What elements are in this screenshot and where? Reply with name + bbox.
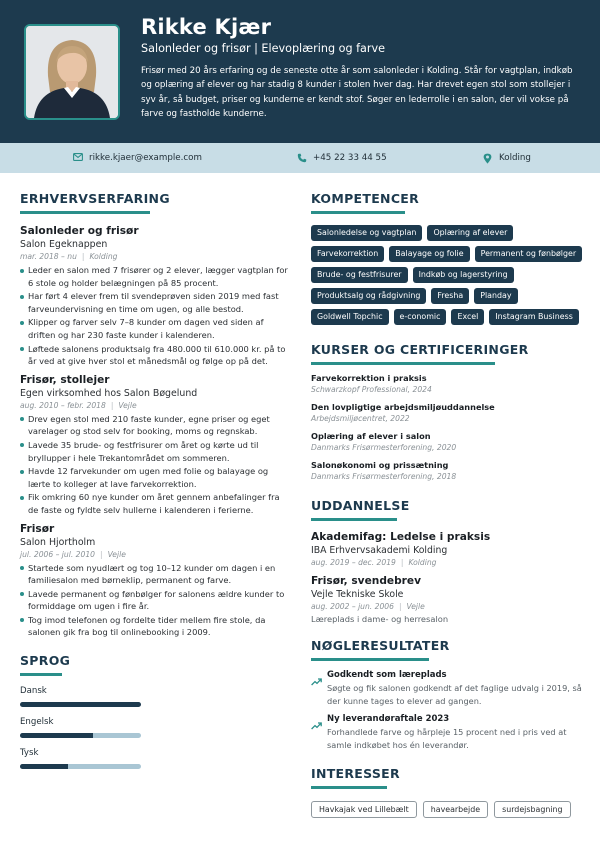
section-underline [311,211,405,214]
section-underline [311,362,495,365]
job-location: Kolding [89,252,118,261]
section-underline [311,658,429,661]
interest-tag: Havkajak ved Lillebælt [311,801,417,818]
contact-bar [0,143,600,173]
job-title: Frisør, stollejer [20,373,110,386]
job-location: Vejle [118,400,137,410]
skill-chip: Permanent og fønbølger [475,246,583,262]
course-entry [311,373,583,394]
courses-section [311,342,583,481]
trend-up-icon [311,715,322,723]
meta-separator: | [81,252,85,261]
interest-tag: surdejsbagning [494,801,570,818]
trend-up-icon [311,671,322,679]
job-bullet: Drev egen stol med 210 faste kunder, egne priser og eget varelager og stod selv for booking, moms og regnskab. [20,413,292,438]
course-entry [311,460,583,481]
education-entry [311,575,583,624]
language-name: Dansk [20,686,47,697]
result-description: Søgte og fik salonen godkendt af det faglige udvalg i 2019, så der kunne tages to elever ad gangen. [327,683,582,706]
job-location: Vejle [107,549,126,559]
skill-chip: Indkøb og lagerstyring [413,267,514,283]
education-school: IBA Erhvervsakademi Kolding [311,545,448,556]
course-entry [311,431,583,452]
contact-location [483,143,531,173]
job-bullet: Lavede 35 brude- og festfrisurer om året og kørte ud til bryllupper i hele Trekantområdet om sommeren. [20,439,292,464]
job-entry [20,225,292,368]
job-entry [20,374,292,517]
left-column [20,191,292,769]
course-meta: Danmarks Frisørmesterforening, 2020 [311,443,457,452]
course-meta: Arbejdsmiljøcentret, 2022 [311,414,410,423]
skill-chip: Excel [451,309,484,325]
skill-chip: Farvekorrektion [311,246,384,262]
job-bullet: Løftede salonens produktsalg fra 480.000 til 610.000 kr. på to år ved at give hver stol et månedsmål og følge op på det. [20,343,292,368]
course-list [311,373,583,481]
job-meta [20,401,292,410]
mail-icon [73,153,83,163]
profile-summary: Frisør med 20 års erfaring og de seneste otte år som salonleder i Kolding. Står for vagtplan, indkøb og oplæring af elever og har stadig 8 kunder i stolen hver dag. Har drevet egen stol som stollejer i syv år, så budget, priser og kunderne er kendt stof. Søger en lederrolle i en salon, der vil vokse på farve og fastholde kunderne. [141,66,573,119]
education-meta [311,602,583,611]
education-title: Akademifag: Ledelse i praksis [311,531,491,543]
section-underline [20,673,62,676]
language-level-track [20,733,141,738]
education-location: Kolding [408,558,437,567]
skill-chip: Brude- og festfrisurer [311,267,408,283]
job-bullet: Leder en salon med 7 frisører og 2 elever, lægger vagtplan for 6 stole og holder belægningen på 85 procent. [20,264,292,289]
education-dates: aug. 2019 – dec. 2019 [311,558,396,567]
job-company: Salon Egeknappen [20,239,108,250]
meta-separator: | [100,549,103,559]
course-title: Farvekorrektion i praksis [311,373,427,383]
education-section [311,498,583,624]
language-name: Tysk [20,748,39,759]
phone-text: +45 22 33 44 55 [313,153,387,163]
languages-section [20,653,292,769]
job-bullets [20,264,292,368]
education-title: Frisør, svendebrev [311,575,421,587]
language-name: Engelsk [20,717,54,728]
experience-heading: ERHVERVSERFARING [20,191,170,206]
phone-icon [297,153,307,163]
education-meta [311,558,583,567]
course-entry [311,402,583,423]
result-title: Ny leverandøraftale 2023 [327,714,450,725]
job-dates: mar. 2018 – nu [20,252,77,261]
education-dates: aug. 2002 – jun. 2006 [311,602,394,611]
job-bullets [20,562,292,640]
email-text: rikke.kjaer@example.com [89,153,202,163]
profile-photo [24,24,120,120]
result-description: Forhandlede farve og hårpleje 15 procent ned i pris ved at samle indkøbet hos én leverandør. [327,727,567,750]
skill-chip: Fresha [431,288,469,304]
language-level-fill [20,702,141,707]
education-location: Vejle [406,602,425,611]
languages-heading: SPROG [20,653,71,669]
job-bullet: Klipper og farver selv 7–8 kunder om dagen ved siden af driften og har 230 faste kunder i kalenderen. [20,316,292,341]
skills-heading: KOMPETENCER [311,191,420,206]
education-entry [311,531,583,567]
skill-chip: Produktsalg og rådgivning [311,288,426,304]
job-bullets [20,413,292,517]
result-title: Godkendt som læreplads [327,670,447,680]
job-bullet: Tog imod telefonen og fordelte tider mellem fire stole, da salonen gik fra bog til onlinebooking i 2009. [20,614,292,639]
job-title: Salonleder og frisør [20,225,139,237]
job-title: Frisør [20,522,55,535]
course-title: Den lovpligtige arbejdsmiljøuddannelse [311,402,495,412]
education-description: Læreplads i dame- og herresalon [311,614,449,624]
skill-chip: Oplæring af elever [427,225,513,241]
job-company: Egen virksomhed hos Salon Bøgelund [20,387,198,399]
course-meta: Schwarzkopf Professional, 2024 [311,385,432,394]
job-dates: aug. 2010 – febr. 2018 [20,400,106,410]
section-underline [311,786,387,789]
results-heading: NØGLERESULTATER [311,638,450,653]
language-entry [20,686,292,707]
education-school: Vejle Tekniske Skole [311,589,404,600]
meta-separator: | [398,602,402,611]
candidate-name: Rikke Kjær [141,15,272,39]
education-heading: UDDANNELSE [311,498,410,513]
location-text: Kolding [499,153,531,163]
skill-chip: Salonledelse og vagtplan [311,225,422,241]
candidate-role: Salonleder og frisør | Elevoplæring og farve [141,42,386,55]
experience-section [20,191,292,639]
right-column [311,191,583,818]
skill-chip: e-conomic [394,309,447,325]
skill-chip: Goldwell Topchic [311,309,389,325]
language-level-track [20,702,141,707]
section-underline [20,211,150,214]
language-level-fill [20,733,93,738]
courses-heading: KURSER OG CERTIFICERINGER [311,342,529,357]
course-title: Oplæring af elever i salon [311,431,431,441]
skill-chip: Planday [474,288,517,304]
job-meta [20,252,292,261]
result-entry [311,714,583,751]
language-entry [20,717,292,738]
job-bullet: Havde 12 farvekunder om ugen med folie og balayage og lærte to kolleger at lave farvekorrektion. [20,465,292,490]
job-bullet: Lavede permanent og fønbølger for salonens ældre kunder to formiddage om ugen i fire år. [20,588,292,613]
job-bullet: Fik omkring 60 nye kunder om året gennem anbefalinger fra de faste og fyldte selv hullerne i kalenderen i ferierne. [20,491,292,516]
interests-section [311,766,583,818]
interest-tag: havearbejde [423,801,488,818]
skill-chip: Balayage og folie [389,246,469,262]
skill-chip: Instagram Business [489,309,578,325]
language-list [20,686,292,769]
job-bullet: Har ført 4 elever frem til svendeprøven siden 2019 med fast farveundervisning en time om ugen, og alle bestod. [20,290,292,315]
language-entry [20,748,292,769]
language-level-fill [20,764,68,769]
contact-phone[interactable] [297,143,387,173]
interests-heading: INTERESSER [311,766,400,782]
skill-chips [311,225,583,325]
job-company: Salon Hjortholm [20,536,96,548]
job-meta [20,550,292,559]
course-meta: Danmarks Frisørmesterforening, 2018 [311,472,457,481]
course-title: Salonøkonomi og prissætning [311,460,449,470]
contact-email[interactable] [73,143,202,173]
language-level-track [20,764,141,769]
job-dates: jul. 2006 – jul. 2010 [20,549,95,559]
resume-header [0,0,600,143]
location-pin-icon [483,153,493,163]
result-entry [311,670,583,707]
results-section [311,638,583,751]
section-underline [311,518,397,521]
skills-section [311,191,583,325]
meta-separator: | [400,558,404,567]
interest-list [311,801,583,818]
job-entry [20,523,292,640]
job-bullet: Startede som nyudlært og tog 10–12 kunder om dagen i en familiesalon med børneklip, permanent og farve. [20,562,292,587]
meta-separator: | [110,400,114,410]
